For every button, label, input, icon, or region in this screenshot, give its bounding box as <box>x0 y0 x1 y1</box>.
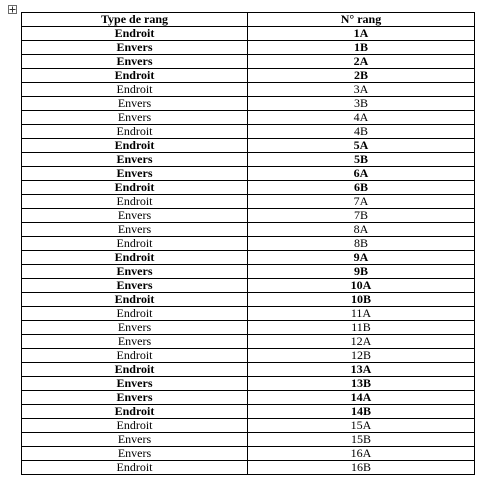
table-row <box>22 321 475 335</box>
numero-rang-cell[interactable]: 12B <box>248 349 475 363</box>
type-de-rang-cell[interactable]: Envers <box>22 223 248 237</box>
table-row <box>22 447 475 461</box>
type-de-rang-cell[interactable]: Envers <box>22 391 248 405</box>
table-row <box>22 335 475 349</box>
type-de-rang-cell[interactable]: Envers <box>22 447 248 461</box>
table-header-row <box>22 13 475 27</box>
numero-rang-cell[interactable]: 1B <box>248 41 475 55</box>
type-de-rang-cell[interactable]: Envers <box>22 321 248 335</box>
numero-rang-cell[interactable]: 13A <box>248 363 475 377</box>
numero-rang-cell[interactable]: 5A <box>248 139 475 153</box>
numero-rang-cell[interactable]: 3B <box>248 97 475 111</box>
type-de-rang-cell[interactable]: Endroit <box>22 419 248 433</box>
table-row <box>22 265 475 279</box>
numero-rang-cell[interactable]: 6B <box>248 181 475 195</box>
type-de-rang-cell[interactable]: Envers <box>22 111 248 125</box>
numero-rang-cell[interactable]: 8B <box>248 237 475 251</box>
numero-rang-cell[interactable]: 16B <box>248 461 475 475</box>
table-row <box>22 377 475 391</box>
numero-rang-cell[interactable]: 10A <box>248 279 475 293</box>
type-de-rang-cell[interactable]: Endroit <box>22 405 248 419</box>
header-type-de-rang[interactable]: Type de rang <box>22 13 248 27</box>
rang-table <box>21 12 475 475</box>
type-de-rang-cell[interactable]: Endroit <box>22 363 248 377</box>
table-row <box>22 55 475 69</box>
header-numero-rang[interactable]: N° rang <box>248 13 475 27</box>
type-de-rang-cell[interactable]: Endroit <box>22 251 248 265</box>
table-row <box>22 461 475 475</box>
type-de-rang-cell[interactable]: Envers <box>22 209 248 223</box>
type-de-rang-cell[interactable]: Envers <box>22 167 248 181</box>
table-row <box>22 307 475 321</box>
numero-rang-cell[interactable]: 8A <box>248 223 475 237</box>
type-de-rang-cell[interactable]: Envers <box>22 433 248 447</box>
table-row <box>22 223 475 237</box>
numero-rang-cell[interactable]: 4B <box>248 125 475 139</box>
table-move-handle-icon[interactable] <box>8 5 17 14</box>
numero-rang-cell[interactable]: 9A <box>248 251 475 265</box>
numero-rang-cell[interactable]: 2B <box>248 69 475 83</box>
table-row <box>22 349 475 363</box>
numero-rang-cell[interactable]: 7B <box>248 209 475 223</box>
table-row <box>22 69 475 83</box>
move-arrows-icon <box>9 6 16 13</box>
numero-rang-cell[interactable]: 7A <box>248 195 475 209</box>
numero-rang-cell[interactable]: 6A <box>248 167 475 181</box>
type-de-rang-cell[interactable]: Endroit <box>22 195 248 209</box>
numero-rang-cell[interactable]: 16A <box>248 447 475 461</box>
table-row <box>22 111 475 125</box>
numero-rang-cell[interactable]: 15B <box>248 433 475 447</box>
type-de-rang-cell[interactable]: Endroit <box>22 307 248 321</box>
table-row <box>22 139 475 153</box>
table-row <box>22 41 475 55</box>
type-de-rang-cell[interactable]: Envers <box>22 97 248 111</box>
numero-rang-cell[interactable]: 15A <box>248 419 475 433</box>
type-de-rang-cell[interactable]: Endroit <box>22 349 248 363</box>
type-de-rang-cell[interactable]: Envers <box>22 265 248 279</box>
numero-rang-cell[interactable]: 4A <box>248 111 475 125</box>
numero-rang-cell[interactable]: 2A <box>248 55 475 69</box>
table-row <box>22 195 475 209</box>
type-de-rang-cell[interactable]: Endroit <box>22 139 248 153</box>
numero-rang-cell[interactable]: 12A <box>248 335 475 349</box>
table-row <box>22 433 475 447</box>
numero-rang-cell[interactable]: 1A <box>248 27 475 41</box>
numero-rang-cell[interactable]: 5B <box>248 153 475 167</box>
table-row <box>22 405 475 419</box>
type-de-rang-cell[interactable]: Envers <box>22 55 248 69</box>
table-row <box>22 209 475 223</box>
table-body <box>22 27 475 475</box>
table-row <box>22 279 475 293</box>
table-row <box>22 167 475 181</box>
type-de-rang-cell[interactable]: Endroit <box>22 69 248 83</box>
numero-rang-cell[interactable]: 3A <box>248 83 475 97</box>
table-row <box>22 97 475 111</box>
numero-rang-cell[interactable]: 14B <box>248 405 475 419</box>
table-row <box>22 237 475 251</box>
table-row <box>22 181 475 195</box>
numero-rang-cell[interactable]: 11B <box>248 321 475 335</box>
table-row <box>22 363 475 377</box>
type-de-rang-cell[interactable]: Endroit <box>22 125 248 139</box>
type-de-rang-cell[interactable]: Endroit <box>22 27 248 41</box>
type-de-rang-cell[interactable]: Envers <box>22 279 248 293</box>
numero-rang-cell[interactable]: 9B <box>248 265 475 279</box>
type-de-rang-cell[interactable]: Envers <box>22 377 248 391</box>
type-de-rang-cell[interactable]: Endroit <box>22 83 248 97</box>
type-de-rang-cell[interactable]: Envers <box>22 41 248 55</box>
type-de-rang-cell[interactable]: Endroit <box>22 181 248 195</box>
type-de-rang-cell[interactable]: Endroit <box>22 461 248 475</box>
table-row <box>22 293 475 307</box>
table-row <box>22 83 475 97</box>
type-de-rang-cell[interactable]: Envers <box>22 335 248 349</box>
type-de-rang-cell[interactable]: Envers <box>22 153 248 167</box>
table-row <box>22 27 475 41</box>
type-de-rang-cell[interactable]: Endroit <box>22 293 248 307</box>
numero-rang-cell[interactable]: 14A <box>248 391 475 405</box>
numero-rang-cell[interactable]: 13B <box>248 377 475 391</box>
type-de-rang-cell[interactable]: Endroit <box>22 237 248 251</box>
table-row <box>22 125 475 139</box>
table-row <box>22 419 475 433</box>
table-row <box>22 153 475 167</box>
numero-rang-cell[interactable]: 10B <box>248 293 475 307</box>
numero-rang-cell[interactable]: 11A <box>248 307 475 321</box>
table-row <box>22 251 475 265</box>
table-row <box>22 391 475 405</box>
